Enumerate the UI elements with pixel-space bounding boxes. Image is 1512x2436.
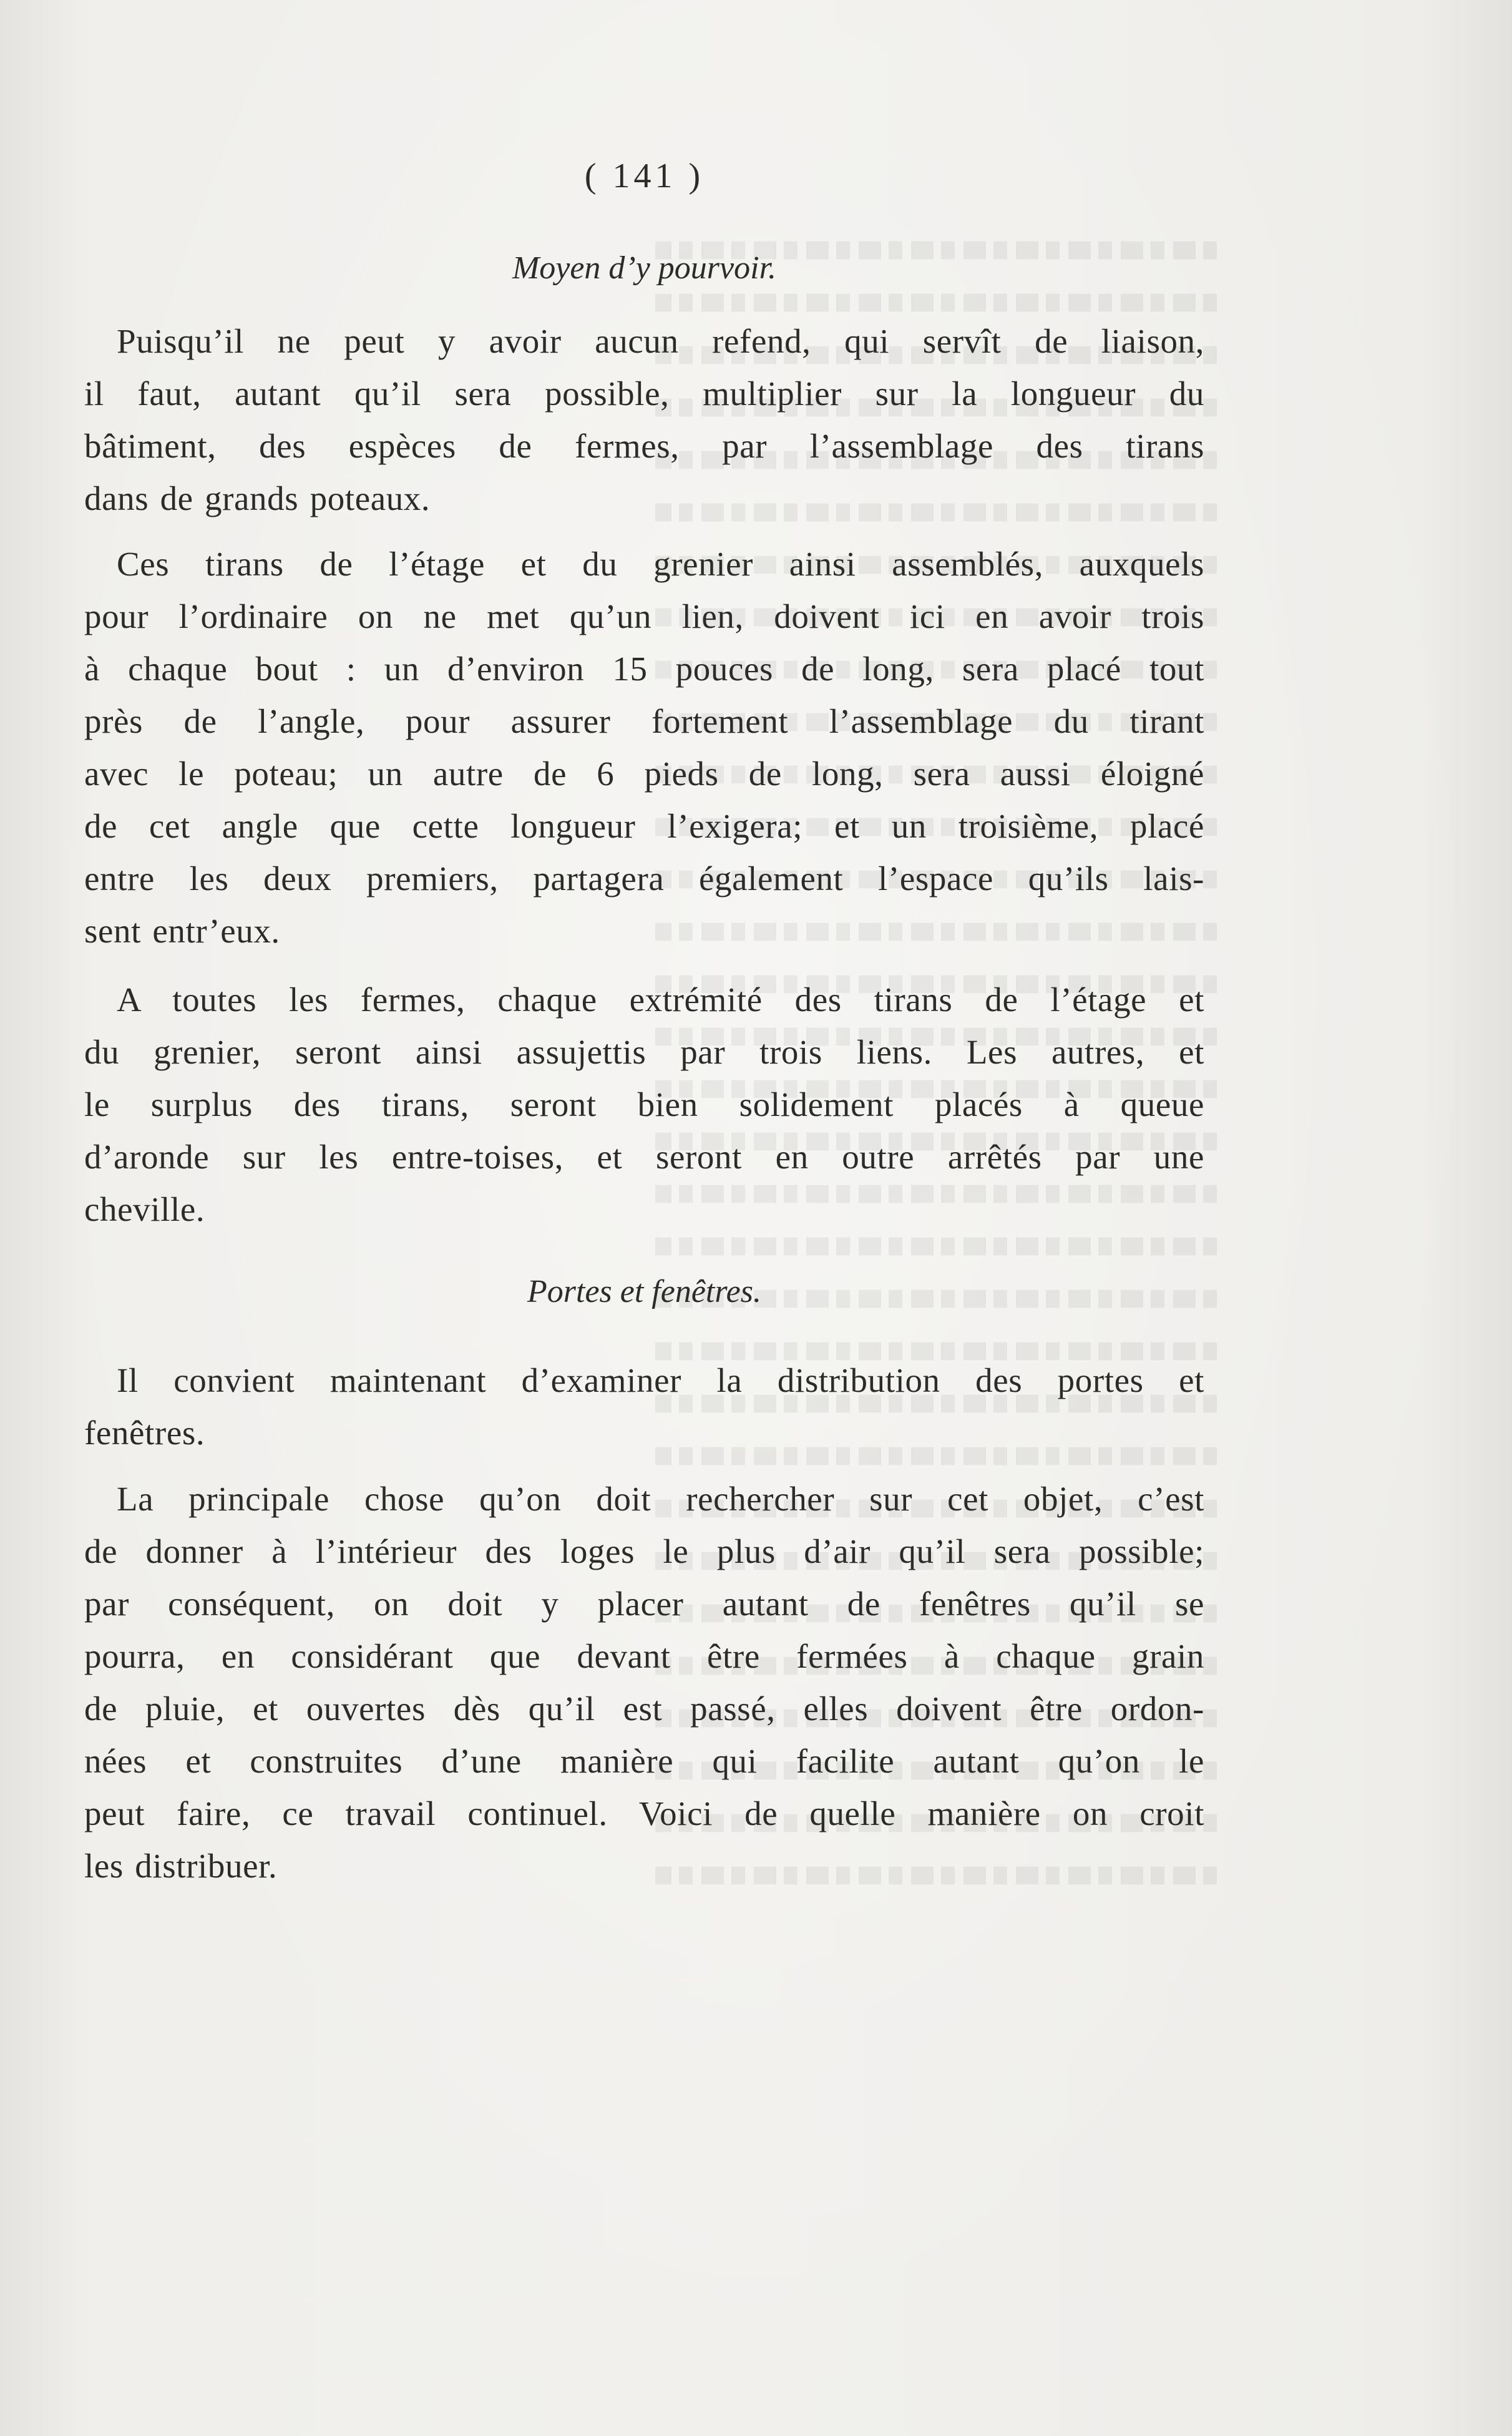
text-line: pourra, en considérant que devant être fermées à chaque grain — [84, 1637, 1204, 1675]
text-line: Il convient maintenant d’examiner la distribution des portes et — [117, 1361, 1204, 1399]
text-line: le surplus des tirans, seront bien solidement placés à queue — [84, 1085, 1204, 1123]
text-line: près de l’angle, pour assurer fortement l’assemblage du tirant — [84, 702, 1204, 740]
page-number: ( 141 ) — [584, 157, 705, 195]
text-line: d’aronde sur les entre-toises, et seront en outre arrêtés par une — [84, 1138, 1204, 1176]
text-line: Puisqu’il ne peut y avoir aucun refend, qui servît de liaison, — [117, 322, 1204, 360]
paragraph — [84, 1354, 1204, 1459]
text-line: nées et construites d’une manière qui facilite autant qu’on le — [84, 1742, 1204, 1780]
text-line: bâtiment, des espèces de fermes, par l’assemblage des tirans — [84, 427, 1204, 465]
text-line: pour l’ordinaire on ne met qu’un lien, doivent ici en avoir trois — [84, 597, 1204, 635]
text-line: il faut, autant qu’il sera possible, multiplier sur la longueur du — [84, 374, 1204, 413]
text-line: La principale chose qu’on doit rechercher sur cet objet, c’est — [117, 1480, 1204, 1518]
text-line: de donner à l’intérieur des loges le plus d’air qu’il sera possible; — [84, 1532, 1204, 1570]
text-line: du grenier, seront ainsi assujettis par trois liens. Les autres, et — [84, 1033, 1204, 1071]
section-heading-portes: Portes et fenêtres. — [527, 1274, 761, 1309]
text-line: dans de grands poteaux. — [84, 479, 431, 517]
paragraph — [84, 538, 1204, 957]
paragraph — [84, 974, 1204, 1236]
section-heading-moyen: Moyen d’y pourvoir. — [512, 250, 777, 286]
text-line: A toutes les fermes, chaque extrémité des tirans de l’étage et — [117, 981, 1204, 1019]
text-line: peut faire, ce travail continuel. Voici de quelle manière on croit — [84, 1794, 1204, 1832]
text-line: fenêtres. — [84, 1414, 205, 1452]
text-line: de cet angle que cette longueur l’exigera; et un troisième, placé — [84, 807, 1204, 845]
text-line: les distribuer. — [84, 1847, 278, 1885]
paragraph — [84, 315, 1204, 525]
text-line: entre les deux premiers, partagera également l’espace qu’ils lais- — [84, 859, 1204, 898]
text-line: à chaque bout : un d’environ 15 pouces de long, sera placé tout — [84, 650, 1204, 688]
text-line: par conséquent, on doit y placer autant de fenêtres qu’il se — [84, 1585, 1204, 1623]
text-line: de pluie, et ouvertes dès qu’il est passé, elles doivent être ordon- — [84, 1690, 1204, 1728]
text-line: Ces tirans de l’étage et du grenier ainsi assemblés, auxquels — [117, 545, 1204, 583]
text-line: sent entr’eux. — [84, 912, 280, 950]
text-line: avec le poteau; un autre de 6 pieds de long, sera aussi éloigné — [84, 755, 1204, 793]
text-line: cheville. — [84, 1190, 205, 1228]
paragraph — [84, 1473, 1204, 1892]
